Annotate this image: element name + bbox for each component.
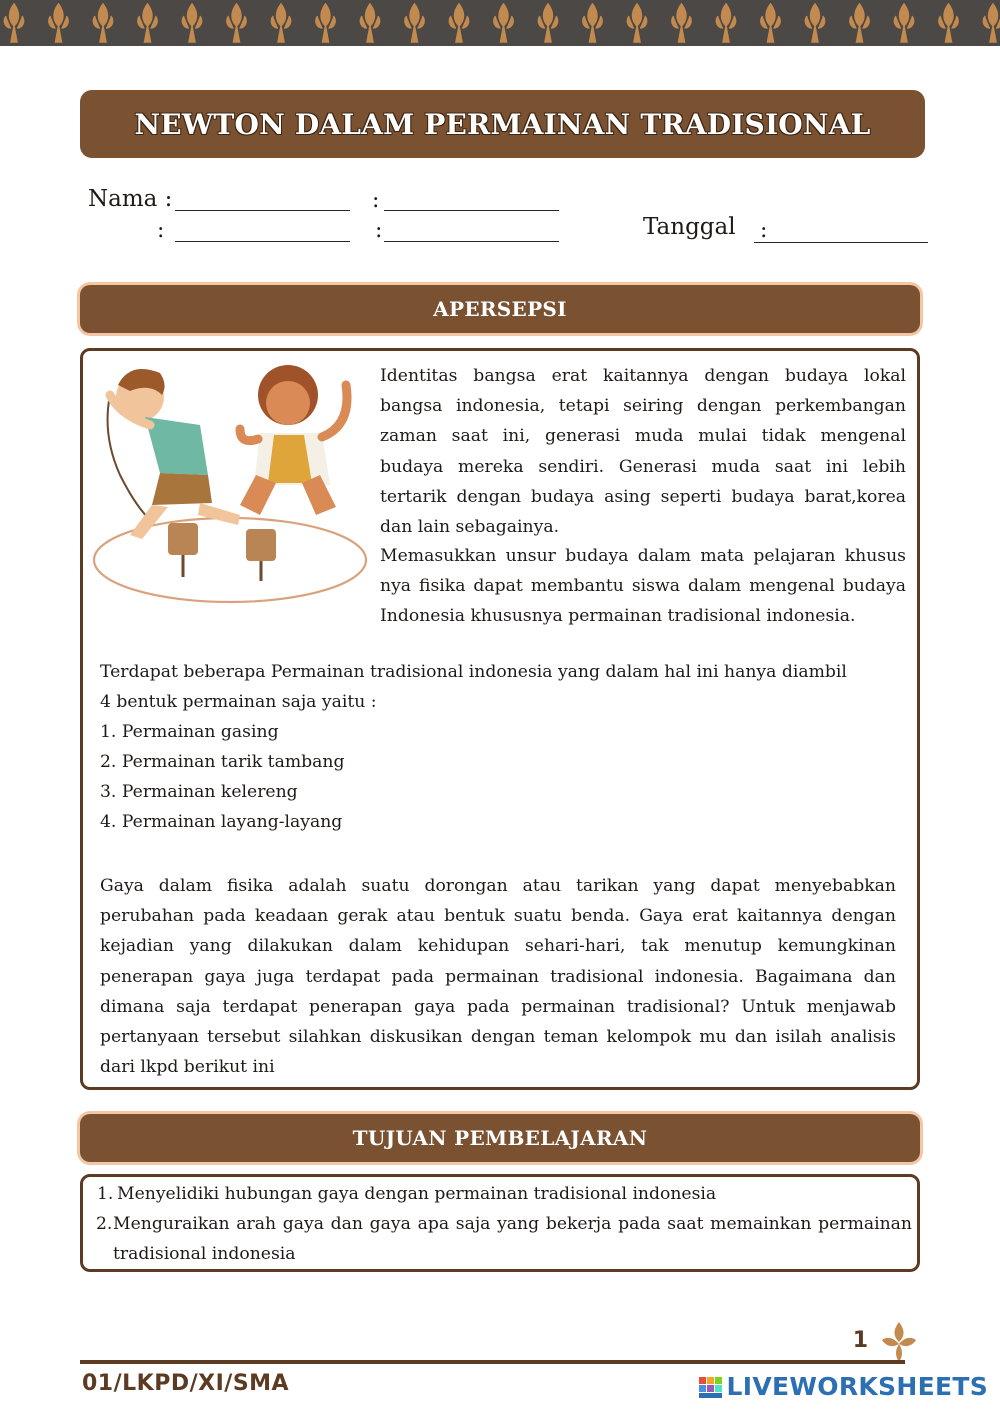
band-ornament-icon: [583, 4, 602, 42]
list-item: 2. Permainan tarik tambang: [100, 752, 345, 772]
band-ornament-icon: [538, 4, 557, 42]
band-ornament-icon: [805, 4, 824, 42]
spinning-top-left: [168, 523, 198, 577]
band-ornament-icon: [449, 4, 468, 42]
date-colon: :: [760, 218, 768, 243]
spinning-top-right: [246, 529, 276, 581]
culture-paragraph: Memasukkan unsur budaya dalam mata pelajaran khusus nya fisika dapat membantu siswa dalam mengenal budaya Indonesia khususnya permainan tradisional indonesia.: [380, 546, 906, 627]
list-item: 1. Permainan gasing: [100, 722, 279, 742]
band-ornament-icon: [761, 4, 780, 42]
document-code: 01/LKPD/XI/SMA: [82, 1371, 290, 1396]
objective-number: 2.: [96, 1214, 113, 1234]
children-playing-gasing-illustration: [90, 355, 375, 615]
brand-name: LIVEWORKSHEETS: [726, 1372, 988, 1401]
band-ornament-icon: [138, 4, 157, 42]
colon: :: [372, 188, 380, 213]
games-intro-line-1: Terdapat beberapa Permainan tradisional indonesia yang dalam hal ini hanya diambil: [100, 662, 847, 682]
games-intro-line-2: 4 bentuk permainan saja yaitu :: [100, 692, 377, 712]
band-ornament-icon: [672, 4, 691, 42]
objectives-heading-bar: [80, 1114, 920, 1162]
band-ornament-icon: [983, 4, 1000, 42]
band-ornament-icon: [49, 4, 68, 42]
date-label: Tanggal: [643, 214, 736, 240]
band-ornament-icon: [716, 4, 735, 42]
worksheet-title: NEWTON DALAM PERMAINAN TRADISIONAL: [134, 107, 871, 141]
band-ornament-icon: [939, 4, 958, 42]
liveworksheets-brand: [699, 1372, 988, 1401]
band-ornament-icon: [627, 4, 646, 42]
apersepsi-heading-bar: [80, 285, 920, 333]
name-field-1[interactable]: [175, 210, 350, 211]
band-ornament-icon: [850, 4, 869, 42]
band-ornament-icon: [316, 4, 335, 42]
boy-left: [108, 369, 240, 539]
objective-item: Menyelidiki hubungan gaya dengan permainan tradisional indonesia: [117, 1184, 717, 1204]
name-label: Nama :: [88, 186, 173, 212]
footer-divider: [80, 1360, 905, 1364]
band-ornament-icon: [227, 4, 246, 42]
band-ornament-icon: [93, 4, 112, 42]
band-ornament-icon: [494, 4, 513, 42]
colon: :: [157, 218, 165, 243]
band-ornament-icon: [182, 4, 201, 42]
colon: :: [375, 218, 383, 243]
band-ornament-icon: [360, 4, 379, 42]
date-field[interactable]: [754, 242, 928, 243]
ornament-icon: [876, 1318, 922, 1364]
page-number: 1: [852, 1328, 868, 1353]
ornament-pattern: [0, 0, 1000, 46]
boy-right: [240, 365, 347, 515]
band-ornament-icon: [894, 4, 913, 42]
intro-paragraph: Identitas bangsa erat kaitannya dengan budaya lokal bangsa indonesia, tetapi seiring dengan perkembangan zaman saat ini, generasi muda mulai tidak mengenal budaya mereka sendiri. Generasi muda saat ini lebih tertarik dengan budaya asing seperti budaya barat,korea dan lain sebagainya.: [380, 366, 906, 538]
decorative-top-band: [0, 0, 1000, 46]
list-item: 3. Permainan kelereng: [100, 782, 298, 802]
objectives-heading: TUJUAN PEMBELAJARAN: [352, 1126, 648, 1150]
liveworksheets-logo-icon: [699, 1375, 723, 1399]
band-ornament-icon: [405, 4, 424, 42]
worksheet-title-bar: [80, 90, 925, 158]
name-field-2[interactable]: [384, 210, 559, 211]
list-item: 4. Permainan layang-layang: [100, 812, 343, 832]
name-field-3[interactable]: [175, 241, 350, 242]
band-ornament-icon: [271, 4, 290, 42]
objective-number: 1.: [97, 1184, 114, 1204]
name-field-4[interactable]: [384, 241, 559, 242]
force-paragraph: Gaya dalam fisika adalah suatu dorongan atau tarikan yang dapat menyebabkan perubahan pada keadaan gerak atau bentuk suatu benda. Gaya erat kaitannya dengan kejadian yang dilakukan dalam kehidupan sehari-hari, tak menutup kemungkinan penerapan gaya juga terdapat pada permainan tradisional indonesia. Bagaimana dan dimana saja terdapat penerapan gaya pada permainan tradisional? Untuk menjawab pertanyaan tersebut silahkan diskusikan dengan teman kelompok mu dan isilah analisis dari lkpd berikut ini: [100, 876, 896, 1078]
band-ornament-icon: [4, 4, 23, 42]
objective-item: Menguraikan arah gaya dan gaya apa saja yang bekerja pada saat memainkan permainan tradisional indonesia: [113, 1214, 912, 1264]
apersepsi-heading: APERSEPSI: [433, 297, 567, 321]
